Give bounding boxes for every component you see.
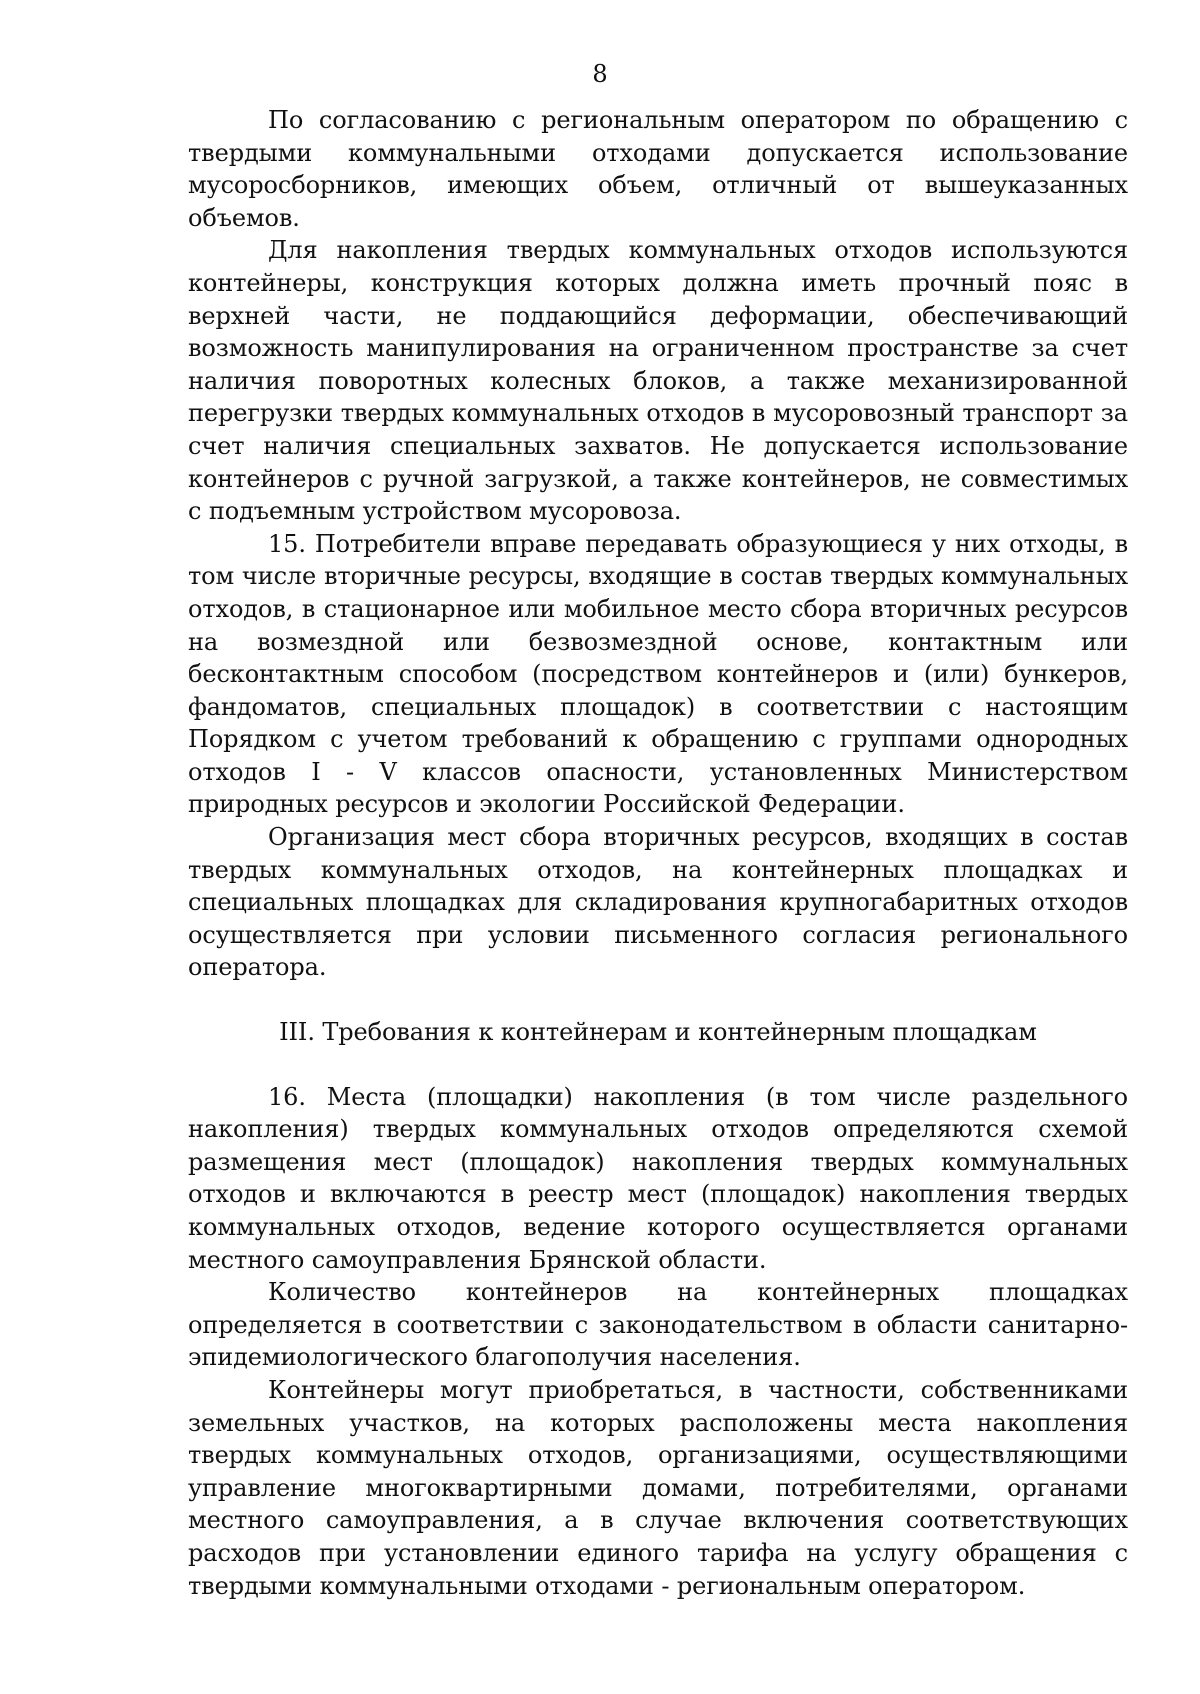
paragraph: 16. Места (площадки) накопления (в том числе раздельного накопления) твердых коммунальных отходов определяются схемой размещения мест (площадок) накопления твердых коммунальных отходов и включаются в реестр мест (площадок) накопления твердых коммунальных отходов, ведение которого осуществляется органами местного самоуправления Брянской области.	[188, 1082, 1128, 1274]
paragraph: Контейнеры могут приобретаться, в частности, собственниками земельных участков, на которых расположены места накопления твердых коммунальных отходов, организациями, осуществляющими управление многоквартирными домами, потребителями, органами местного самоуправления, а в случае включения соответствующих расходов при установлении единого тарифа на услугу обращения с твердыми коммунальными отходами - региональным оператором.	[188, 1375, 1128, 1600]
paragraph: Организация мест сбора вторичных ресурсов, входящих в состав твердых коммунальных отходов, на контейнерных площадках и специальных площадках для складирования крупногабаритных отходов осуществляется при условии письменного согласия регионального оператора.	[188, 823, 1128, 982]
document-body	[188, 104, 1128, 1602]
page-number: 8	[592, 60, 608, 88]
paragraph: Для накопления твердых коммунальных отходов используются контейнеры, конструкция которых должна иметь прочный пояс в верхней части, не поддающийся деформации, обеспечивающий возможность манипулирования на ограниченном пространстве за счет наличия поворотных колесных блоков, а также механизированной перегрузки твердых коммунальных отходов в мусоровозный транспорт за счет наличия специальных захватов. Не допускается использование контейнеров с ручной загрузкой, а также контейнеров, не совместимых с подъемным устройством мусоровоза.	[188, 236, 1128, 526]
paragraph: По согласованию с региональным оператором по обращению с твердыми коммунальными отходами допускается использование мусоросборников, имеющих объем, отличный от вышеуказанных объемов.	[188, 106, 1128, 232]
paragraph: 15. Потребители вправе передавать образующиеся у них отходы, в том числе вторичные ресурсы, входящие в состав твердых коммунальных отходов, в стационарное или мобильное место сбора вторичных ресурсов на возмездной или безвозмездной основе, контактным или бесконтактным способом (посредством контейнеров и (или) бункеров, фандоматов, специальных площадок) в соответствии с настоящим Порядком с учетом требований к обращению с группами однородных отходов I - V классов опасности, установленных Министерством природных ресурсов и экологии Российской Федерации.	[188, 529, 1128, 819]
paragraph: Количество контейнеров на контейнерных площадках определяется в соответствии с законодательством в области санитарно-эпидемиологического благополучия населения.	[188, 1278, 1128, 1372]
section-heading: III. Требования к контейнерам и контейнерным площадкам	[279, 1018, 1037, 1047]
